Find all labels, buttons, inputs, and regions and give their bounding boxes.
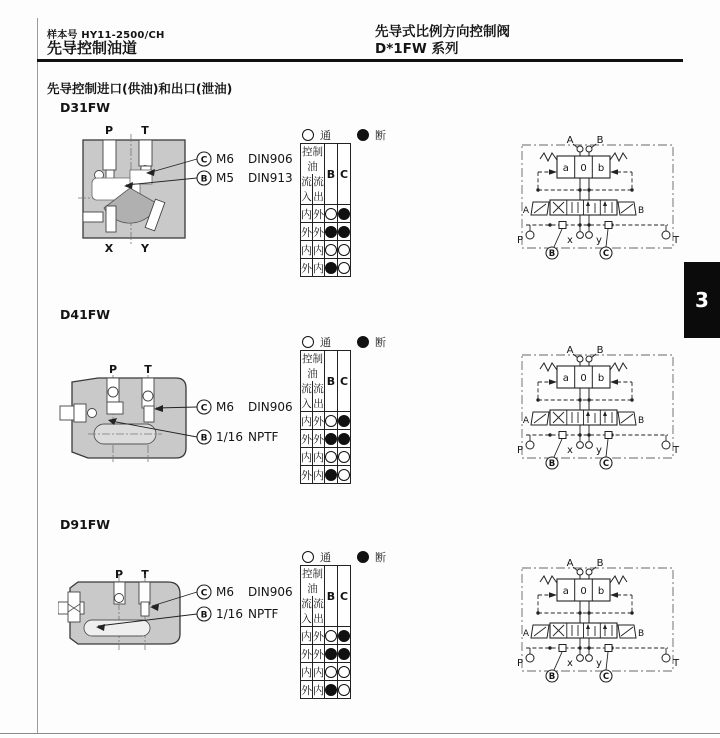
state-b-cell	[325, 430, 338, 448]
chapter-tab	[684, 262, 720, 338]
schematic-port-p-label: P	[516, 235, 524, 246]
state-b-cell	[325, 241, 338, 259]
outflow-cell: 内	[313, 466, 325, 484]
schematic-callout-b: B	[548, 459, 556, 469]
state-c-cell	[338, 681, 351, 699]
schematic-port-t-label: T	[672, 445, 680, 456]
legend-d91fw	[302, 549, 386, 565]
pilot-position-0: 0	[580, 163, 587, 174]
outflow-cell: 内	[313, 681, 325, 699]
outflow-cell: 外	[313, 223, 325, 241]
doc-number: 样本号 HY11-2500/CH	[47, 30, 165, 41]
schematic-port-a-label: A	[566, 135, 574, 146]
state-b-cell	[325, 627, 338, 645]
schematic-slot-d91fw	[502, 545, 682, 689]
column-header-outflow: 流出	[313, 383, 324, 410]
gallery-slot-shape	[84, 620, 150, 636]
pilot-position-0: 0	[580, 586, 587, 597]
schematic-callout-c: C	[602, 459, 610, 469]
model-label-d31fw: D31FW	[60, 100, 111, 115]
column-header-inflow: 流入	[301, 598, 312, 625]
callout-thread-c: M6	[216, 152, 234, 166]
state-dot	[338, 630, 350, 642]
hydraulic-circuit-schematic	[502, 332, 682, 472]
outflow-cell: 内	[313, 259, 325, 277]
diagram-port-t-label: T	[141, 124, 149, 137]
test-port-square-b	[559, 432, 566, 439]
state-dot	[325, 415, 337, 427]
inflow-cell: 外	[301, 466, 313, 484]
state-b-cell	[325, 223, 338, 241]
schematic-port-y-label: y	[596, 658, 602, 669]
legend-d31fw	[302, 127, 386, 143]
state-dot	[338, 208, 350, 220]
state-b-cell	[325, 412, 338, 430]
inflow-cell: 内	[301, 241, 313, 259]
table-row	[301, 412, 351, 430]
test-port-square-c	[605, 222, 612, 229]
state-c-cell	[338, 466, 351, 484]
pilot-ports-diagram-d41fw	[58, 362, 298, 467]
state-dot	[325, 451, 337, 463]
schematic-port-y-label: y	[596, 235, 602, 246]
diagram-port-p-label: P	[108, 363, 118, 376]
inflow-cell: 内	[301, 205, 313, 223]
test-port-square-c	[605, 645, 612, 652]
schematic-port-x-label: x	[567, 235, 573, 246]
schematic-port-a-label: A	[566, 558, 574, 569]
outflow-cell: 外	[313, 627, 325, 645]
state-c-cell	[338, 205, 351, 223]
section-subtitle: 先导控制进口(供油)和出口(泄油)	[47, 81, 233, 96]
inflow-cell: 内	[301, 663, 313, 681]
callout-standard-b: DIN913	[248, 171, 293, 185]
spring-left-icon	[540, 153, 557, 161]
test-port-square-b	[559, 222, 566, 229]
table-row	[301, 430, 351, 448]
schematic-port-t-label: T	[672, 658, 680, 669]
table-row	[301, 448, 351, 466]
callout-thread-c: M6	[216, 400, 234, 414]
chapter-number: 3	[695, 288, 709, 312]
state-b-cell	[325, 645, 338, 663]
port-a-circle-icon	[577, 146, 583, 152]
callout-standard-c: DIN906	[248, 152, 293, 166]
table-row	[301, 466, 351, 484]
inflow-cell: 外	[301, 259, 313, 277]
diagram-port-p-label: P	[114, 568, 124, 581]
legend-d41fw	[302, 334, 386, 350]
callout-ref-b: B	[200, 610, 208, 621]
inflow-cell: 内	[301, 412, 313, 430]
spring-left-icon	[540, 363, 557, 371]
valve-side-b-label: B	[638, 629, 645, 639]
state-dot	[325, 433, 337, 445]
callout-ref-c: C	[200, 403, 208, 414]
left-margin-rule	[37, 18, 38, 734]
table-row	[301, 259, 351, 277]
pilot-position-b: b	[597, 163, 605, 174]
legend-closed-label: 断	[375, 129, 386, 142]
schematic-port-p-label: P	[516, 658, 524, 669]
pilot-position-a: a	[562, 586, 569, 597]
state-dot	[325, 244, 337, 256]
outflow-cell: 内	[313, 663, 325, 681]
state-c-cell	[338, 663, 351, 681]
header-rule	[37, 59, 683, 62]
diagram-port-t-label: T	[144, 363, 152, 376]
state-c-cell	[338, 412, 351, 430]
state-b-cell	[325, 466, 338, 484]
outflow-cell: 外	[313, 645, 325, 663]
legend-closed-circle-icon	[357, 551, 369, 563]
valve-side-a-label: A	[522, 629, 529, 639]
state-dot	[338, 451, 350, 463]
column-header-b: B	[325, 566, 338, 627]
schematic-callout-b: B	[548, 249, 556, 259]
legend-open-circle-icon	[302, 129, 314, 141]
state-dot	[338, 415, 350, 427]
outflow-cell: 外	[313, 412, 325, 430]
outflow-cell: 内	[313, 241, 325, 259]
outflow-cell: 外	[313, 205, 325, 223]
schematic-port-t-label: T	[672, 235, 680, 246]
callout-thread-c: M6	[216, 585, 234, 599]
valve-side-a-label: A	[522, 206, 529, 216]
hydraulic-circuit-schematic	[502, 122, 682, 262]
state-dot	[338, 433, 350, 445]
inflow-cell: 外	[301, 430, 313, 448]
schematic-port-y-label: y	[596, 445, 602, 456]
state-dot	[325, 648, 337, 660]
state-b-cell	[325, 205, 338, 223]
outflow-cell: 内	[313, 448, 325, 466]
control-oil-table	[300, 565, 351, 699]
callout-ref-c: C	[200, 588, 208, 599]
state-c-cell	[338, 259, 351, 277]
callout-thread-b: 1/16	[216, 430, 243, 444]
state-dot	[325, 208, 337, 220]
hydraulic-circuit-schematic	[502, 545, 682, 685]
callout-thread-b: M5	[216, 171, 234, 185]
column-header-b: B	[325, 144, 338, 205]
spring-right-icon	[610, 576, 627, 584]
state-c-cell	[338, 448, 351, 466]
legend-open-label: 通	[320, 336, 331, 349]
test-port-square-c	[605, 432, 612, 439]
pilot-position-0: 0	[580, 373, 587, 384]
table-group-header: 控制油	[301, 566, 325, 597]
spring-right-icon	[610, 363, 627, 371]
port-a-circle-icon	[577, 569, 583, 575]
table-row	[301, 627, 351, 645]
model-label-d41fw: D41FW	[60, 307, 111, 322]
callout-standard-c: DIN906	[248, 400, 293, 414]
callout-ref-c: C	[200, 155, 208, 166]
product-series: D*1FW 系列	[375, 41, 459, 57]
schematic-port-b-label: B	[596, 558, 604, 569]
schematic-port-a-label: A	[566, 345, 574, 356]
table-row	[301, 645, 351, 663]
column-header-inflow: 流入	[301, 176, 312, 203]
table-row	[301, 241, 351, 259]
column-header-c: C	[338, 144, 351, 205]
valve-side-b-label: B	[638, 206, 645, 216]
state-dot	[325, 226, 337, 238]
schematic-port-b-label: B	[596, 135, 604, 146]
legend-closed-circle-icon	[357, 129, 369, 141]
state-c-cell	[338, 430, 351, 448]
spring-left-icon	[540, 576, 557, 584]
pilot-position-a: a	[562, 163, 569, 174]
state-dot	[325, 684, 337, 696]
control-oil-table	[300, 350, 351, 484]
port-a-circle-icon	[577, 356, 583, 362]
column-header-outflow: 流出	[313, 176, 324, 203]
state-dot	[338, 648, 350, 660]
callout-standard-c: DIN906	[248, 585, 293, 599]
state-b-cell	[325, 259, 338, 277]
schematic-callout-b: B	[548, 672, 556, 682]
state-dot	[325, 630, 337, 642]
legend-open-circle-icon	[302, 551, 314, 563]
pilot-ports-diagram-d91fw	[58, 566, 298, 666]
product-title: 先导式比例方向控制阀	[375, 24, 510, 40]
valve-body-block	[72, 378, 186, 458]
pilot-position-b: b	[597, 586, 605, 597]
column-header-inflow: 流入	[301, 383, 312, 410]
port-b-circle-icon	[586, 569, 592, 575]
test-port-square-b	[559, 645, 566, 652]
state-c-cell	[338, 223, 351, 241]
product-title-block	[375, 24, 510, 58]
diagram-port-x-label: X	[104, 242, 114, 255]
state-b-cell	[325, 448, 338, 466]
schematic-port-b-label: B	[596, 345, 604, 356]
schematic-callout-c: C	[602, 249, 610, 259]
schematic-port-x-label: x	[567, 445, 573, 456]
table-row	[301, 223, 351, 241]
table-row	[301, 681, 351, 699]
legend-open-label: 通	[320, 129, 331, 142]
table-group-header: 控制油	[301, 144, 325, 175]
state-b-cell	[325, 681, 338, 699]
table-row	[301, 663, 351, 681]
port-b-circle-icon	[586, 356, 592, 362]
pilot-position-a: a	[562, 373, 569, 384]
schematic-callout-c: C	[602, 672, 610, 682]
column-header-b: B	[325, 351, 338, 412]
state-dot	[325, 469, 337, 481]
legend-open-circle-icon	[302, 336, 314, 348]
table-row	[301, 205, 351, 223]
port-b-circle-icon	[586, 146, 592, 152]
state-dot	[338, 469, 350, 481]
outflow-cell: 外	[313, 430, 325, 448]
state-b-cell	[325, 663, 338, 681]
schematic-port-x-label: x	[567, 658, 573, 669]
pilot-ports-diagram-d31fw	[78, 118, 298, 256]
callout-thread-b: 1/16	[216, 607, 243, 621]
state-dot	[338, 262, 350, 274]
column-header-c: C	[338, 566, 351, 627]
state-dot	[338, 684, 350, 696]
model-label-d91fw: D91FW	[60, 517, 111, 532]
table-group-header: 控制油	[301, 351, 325, 382]
inflow-cell: 内	[301, 627, 313, 645]
diagram-port-p-label: P	[104, 124, 114, 137]
column-header-outflow: 流出	[313, 598, 324, 625]
legend-closed-circle-icon	[357, 336, 369, 348]
state-dot	[325, 666, 337, 678]
control-oil-table	[300, 143, 351, 277]
legend-open-label: 通	[320, 551, 331, 564]
valve-side-a-label: A	[522, 416, 529, 426]
inflow-cell: 外	[301, 681, 313, 699]
spring-right-icon	[610, 153, 627, 161]
callout-standard-b: NPTF	[248, 607, 279, 621]
schematic-port-p-label: P	[516, 445, 524, 456]
state-dot	[338, 244, 350, 256]
diagram-port-t-label: T	[141, 568, 149, 581]
valve-side-b-label: B	[638, 416, 645, 426]
state-dot	[338, 226, 350, 238]
schematic-slot-d41fw	[502, 332, 682, 476]
legend-closed-label: 断	[375, 551, 386, 564]
state-c-cell	[338, 627, 351, 645]
callout-standard-b: NPTF	[248, 430, 279, 444]
inflow-cell: 内	[301, 448, 313, 466]
inflow-cell: 外	[301, 645, 313, 663]
state-c-cell	[338, 241, 351, 259]
state-dot	[338, 666, 350, 678]
state-c-cell	[338, 645, 351, 663]
callout-ref-b: B	[200, 174, 208, 185]
legend-closed-label: 断	[375, 336, 386, 349]
schematic-slot-d31fw	[502, 122, 682, 266]
state-dot	[325, 262, 337, 274]
column-header-c: C	[338, 351, 351, 412]
diagram-port-y-label: Y	[141, 242, 149, 255]
bottom-rule	[0, 733, 720, 734]
inflow-cell: 外	[301, 223, 313, 241]
pilot-position-b: b	[597, 373, 605, 384]
callout-ref-b: B	[200, 433, 208, 444]
page-title: 先导控制油道	[47, 39, 138, 57]
